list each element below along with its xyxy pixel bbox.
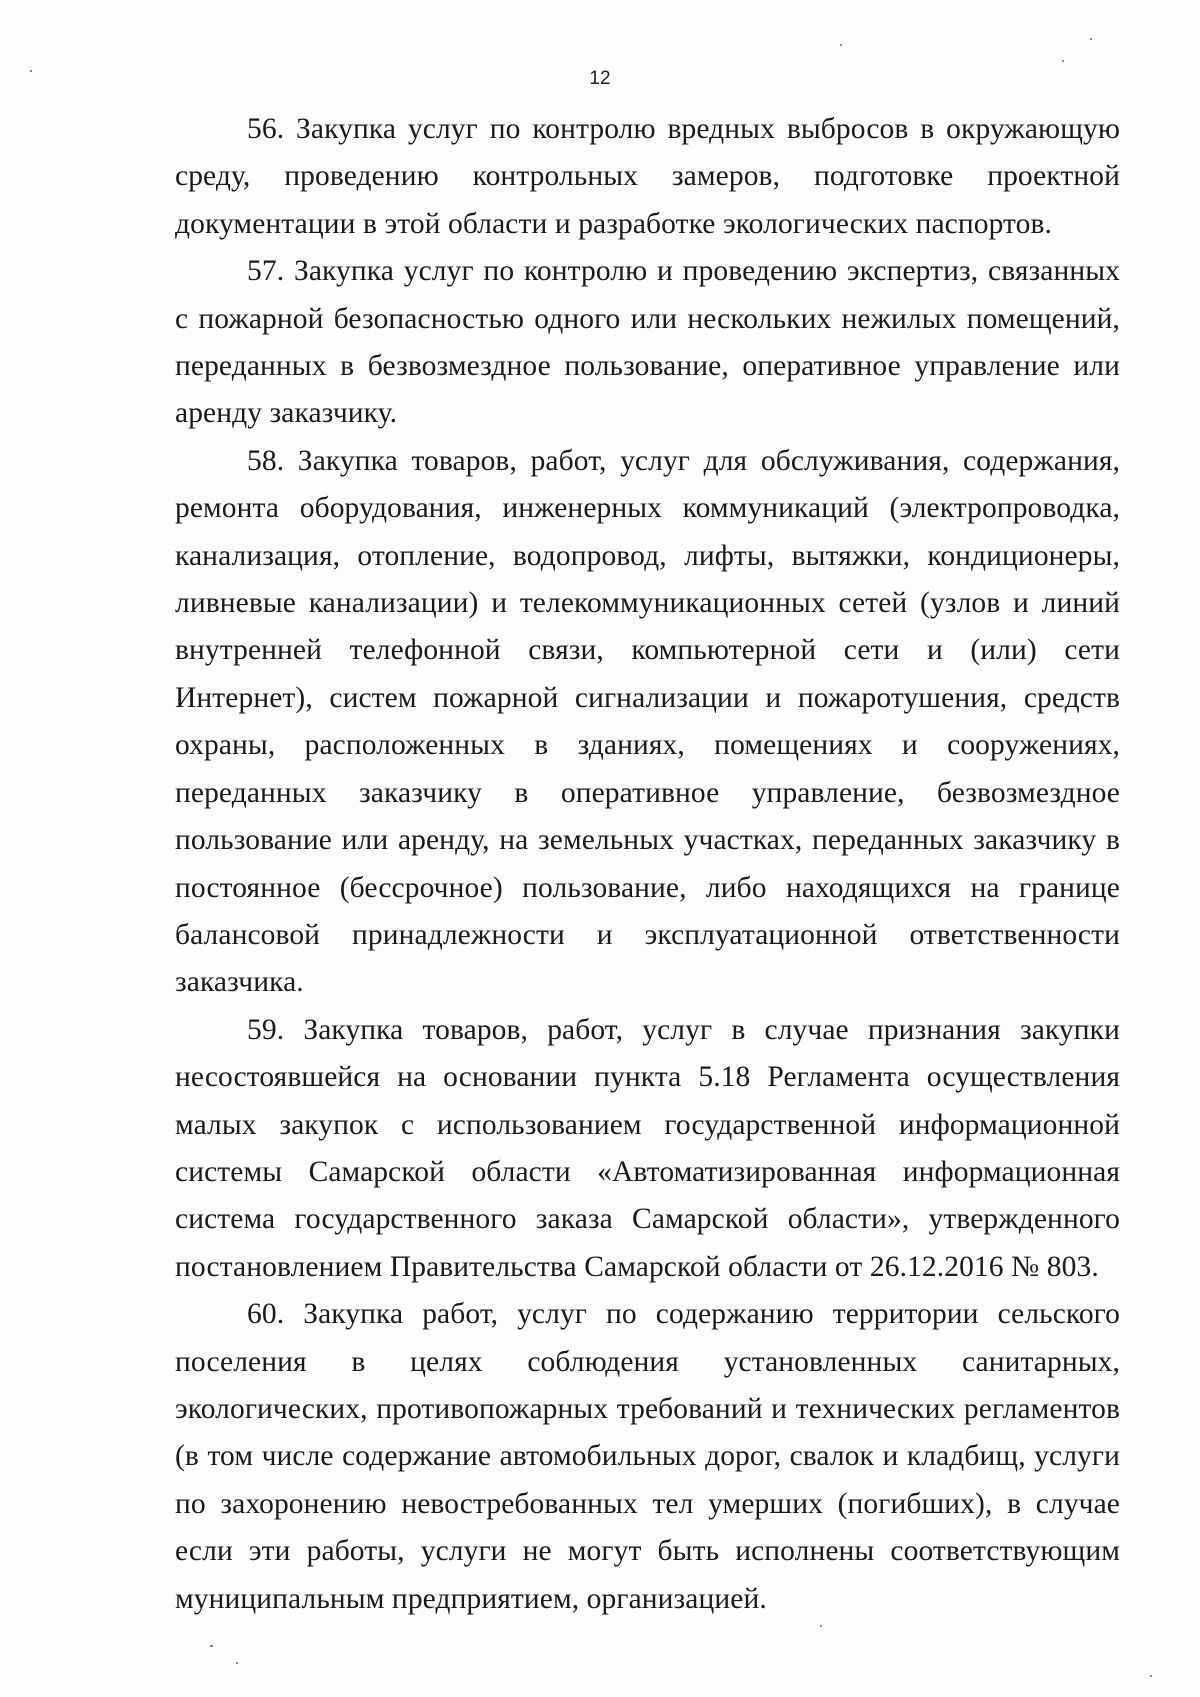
paragraph-58: 58. Закупка товаров, работ, услуг для обслуживания, содержания, ремонта оборудования, инженерных коммуникаций (электропроводка, канализация, отопление, водопровод, лифты, вытяжки, кондиционеры, ливневые канализации) и телекоммуникационных сетей (узлов и линий внутренней телефонной связи, компьютерной сети и (или) сети Интернет), систем пожарной сигнализации и пожаротушения, средств охраны, расположенных в зданиях, помещениях и сооружениях, переданных заказчику в оперативное управление, безвозмездное пользование или аренду, на земельных участках, переданных заказчику в постоянное (бессрочное) пользование, либо находящихся на границе балансовой принадлежности и эксплуатационной ответственности заказчика. xyxy=(175,444,1120,999)
paragraph-59: 59. Закупка товаров, работ, услуг в случае признания закупки несостоявшейся на основании пункта 5.18 Регламента осуществления малых закупок с использованием государственной информационной системы Самарской области «Автоматизированная информационная система государственного заказа Самарской области», утвержденного постановлением Правительства Самарской области от 26.12.2016 № 803. xyxy=(175,1013,1120,1283)
paragraph-56: 56. Закупка услуг по контролю вредных выбросов в окружающую среду, проведению контрольных замеров, подготовке проектной документации в этой области и разработке экологических паспортов. xyxy=(175,113,1120,240)
paragraph-57: 57. Закупка услуг по контролю и проведению экспертиз, связанных с пожарной безопасностью одного или нескольких нежилых помещений, переданных в безвозмездное пользование, оперативное управление или аренду заказчику. xyxy=(175,255,1120,430)
paragraph-60: 60. Закупка работ, услуг по содержанию территории сельского поселения в целях соблюдения установленных санитарных, экологических, противопожарных требований и технических регламентов (в том числе содержание автомобильных дорог, свалок и кладбищ, услуги по захоронению невостребованных тел умерших (погибших), в случае если эти работы, услуги не могут быть исполнены соответствующим муниципальным предприятием, организацией. xyxy=(175,1298,1120,1615)
scan-speck xyxy=(840,44,842,46)
scan-speck xyxy=(1150,1675,1152,1677)
page-number: 12 xyxy=(589,68,611,89)
scan-speck xyxy=(236,1662,238,1664)
scan-speck xyxy=(1062,60,1064,62)
document-body xyxy=(175,106,1120,1623)
scan-speck xyxy=(1090,38,1092,40)
scan-speck xyxy=(30,70,32,72)
scan-speck xyxy=(210,1645,213,1647)
scan-speck xyxy=(820,1625,822,1627)
